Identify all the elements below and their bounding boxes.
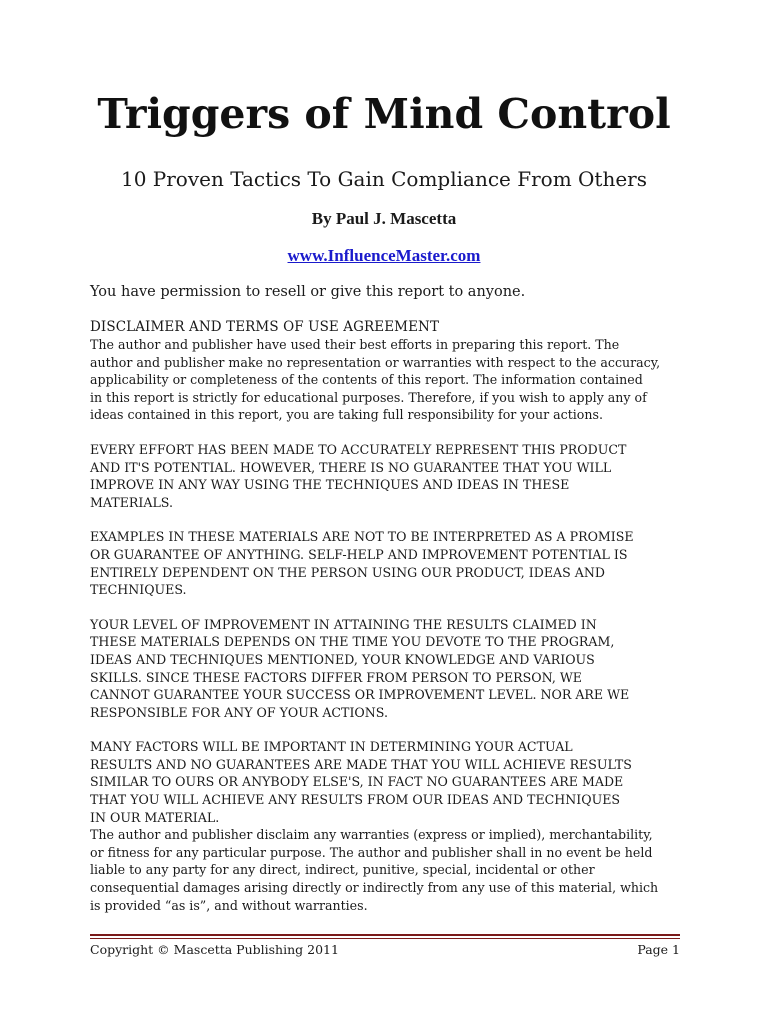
footer-divider [90, 934, 680, 939]
disclaimer-heading: DISCLAIMER AND TERMS OF USE AGREEMENT [90, 319, 440, 335]
paragraph-gap [90, 511, 690, 528]
paragraph-gap [90, 721, 690, 738]
paragraph-gap [90, 599, 690, 616]
website-link[interactable]: www.InfluenceMaster.com [287, 246, 481, 265]
disclaimer-paragraph-3: EXAMPLES IN THESE MATERIALS ARE NOT TO BE INTERPRETED AS A PROMISE OR GUARANTEE OF ANYTHING. SELF-HELP AND IMPROVEMENT POTENTIAL IS ENTIRELY DEPENDENT ON THE PERSON USING OUR PRODUCT, IDEAS AND TECHNIQUES. [90, 529, 634, 598]
website-line [0, 246, 768, 266]
permission-notice: You have permission to resell or give this report to anyone. [90, 284, 526, 300]
disclaimer-section [90, 319, 690, 914]
footer-copyright: Copyright © Mascetta Publishing 2011 [90, 942, 339, 957]
disclaimer-paragraph-6: The author and publisher disclaim any warranties (express or implied), merchantability, or fitness for any particular purpose. The author and publisher shall in no event be held liable to any party for any direct, indirect, punitive, special, incidental or other consequential damages arising directly or indirectly from any use of this material, which is provided “as is”, and without warranties. [90, 827, 659, 913]
document-title: Triggers of Mind Control [97, 90, 671, 138]
author-byline: By Paul J. Mascetta [311, 209, 457, 228]
footer-page-number: Page 1 [637, 942, 680, 957]
disclaimer-paragraph-4: YOUR LEVEL OF IMPROVEMENT IN ATTAINING THE RESULTS CLAIMED IN THESE MATERIALS DEPENDS ON THE TIME YOU DEVOTE TO THE PROGRAM, IDEAS AND TECHNIQUES MENTIONED, YOUR KNOWLEDGE AND VARIOUS SKILLS. SINCE THESE FACTORS DIFFER FROM PERSON TO PERSON, WE CANNOT GUARANTEE YOUR SUCCESS OR IMPROVEMENT LEVEL. NOR ARE WE RESPONSIBLE FOR ANY OF YOUR ACTIONS. [90, 616, 630, 720]
document-subtitle: 10 Proven Tactics To Gain Compliance From Others [120, 167, 647, 191]
paragraph-gap [90, 424, 690, 441]
disclaimer-paragraph-1: The author and publisher have used their best efforts in preparing this report. The author and publisher make no representation or warranties with respect to the accuracy, applicability or completeness of the contents of this report. The information contained in this report is strictly for educational purposes. Therefore, if you wish to apply any of ideas contained in this report, you are taking full responsibility for your actions. [90, 337, 661, 423]
page-footer [90, 942, 680, 957]
disclaimer-paragraph-2: EVERY EFFORT HAS BEEN MADE TO ACCURATELY REPRESENT THIS PRODUCT AND IT'S POTENTIAL. HOWEVER, THERE IS NO GUARANTEE THAT YOU WILL IMPROVE IN ANY WAY USING THE TECHNIQUES AND IDEAS IN THESE MATERIALS. [90, 441, 627, 510]
disclaimer-paragraph-5: MANY FACTORS WILL BE IMPORTANT IN DETERMINING YOUR ACTUAL RESULTS AND NO GUARANTEES ARE MADE THAT YOU WILL ACHIEVE RESULTS SIMILAR TO OURS OR ANYBODY ELSE'S, IN FACT NO GUARANTEES ARE MADE THAT YOU WILL ACHIEVE ANY RESULTS FROM OUR IDEAS AND TECHNIQUES IN OUR MATERIAL. [90, 739, 632, 825]
